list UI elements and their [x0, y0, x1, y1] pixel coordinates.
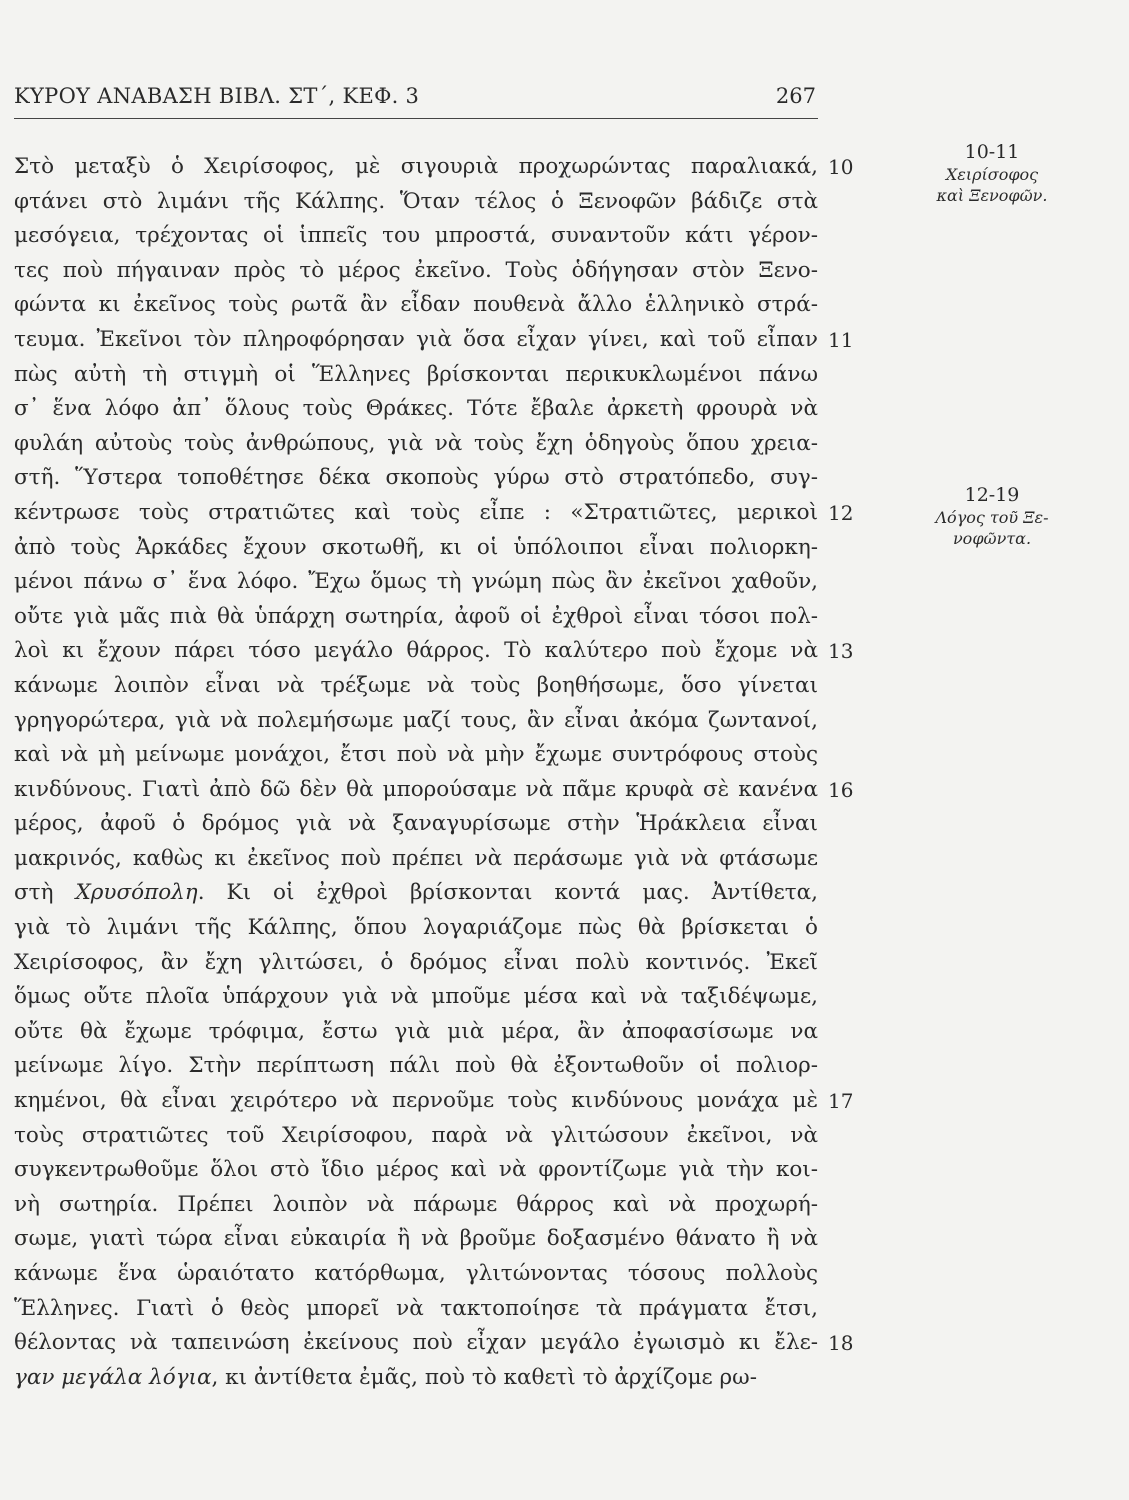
- page-number: 267: [775, 84, 816, 108]
- text-line: κάνωμε ἕνα ὡραιότατο κατόρθωμα, γλιτώνοντας τόσους πολλοὺς: [14, 1261, 818, 1286]
- text-line: μακρινός, καθὼς κι ἐκεῖνος ποὺ πρέπει νὰ περάσωμε γιὰ νὰ φτάσωμε: [14, 845, 818, 871]
- text-line: Ἕλληνες. Γιατὶ ὁ θεὸς μπορεῖ νὰ τακτοποίησε τὰ πράγματα ἔτσι,: [14, 1295, 818, 1321]
- text-line: μένοι πάνω σ᾽ ἕνα λόφο. Ἔχω ὅμως τὴ γνώμη πὼς ἂν ἐκεῖνοι χαθοῦν,: [14, 569, 818, 595]
- section-number: 11: [828, 328, 854, 352]
- text-line: θέλοντας νὰ ταπεινώση ἐκείνους ποὺ εἶχαν μεγάλο ἐγωισμὸ κι ἔλε-: [14, 1330, 818, 1356]
- text-line: φτάνει στὸ λιμάνι τῆς Κάλπης. Ὅταν τέλος ὁ Ξενοφῶν βάδιζε στὰ: [14, 188, 818, 214]
- text-line: σ᾽ ἕνα λόφο ἀπ᾽ ὅλους τοὺς Θράκες. Τότε ἔβαλε ἀρκετὴ φρουρὰ νὰ: [14, 396, 818, 422]
- text-line: γρηγορώτερα, γιὰ νὰ πολεμήσωμε μαζί τους, ἂν εἶναι ἀκόμα ζωντανοί,: [14, 707, 818, 733]
- text-line: πὼς αὐτὴ τὴ στιγμὴ οἱ Ἕλληνες βρίσκονται περικυκλωμένοι πάνω: [14, 361, 818, 387]
- text-line: οὔτε θὰ ἔχωμε τρόφιμα, ἔστω γιὰ μιὰ μέρα, ἂν ἀποφασίσωμε να: [14, 1018, 818, 1044]
- text-line: γιὰ τὸ λιμάνι τῆς Κάλπης, ὅπου λογαριάζομε πὼς θὰ βρίσκεται ὁ: [14, 915, 818, 941]
- text-line: φυλάη αὐτοὺς τοὺς ἀνθρώπους, γιὰ νὰ τοὺς ἔχη ὁδηγοὺς ὅπου χρεια-: [14, 430, 818, 456]
- text-line: ἀπὸ τοὺς Ἀρκάδες ἔχουν σκοτωθῆ, κι οἱ ὑπόλοιποι εἶναι πολιορκη-: [14, 534, 818, 560]
- text-line: Χειρίσοφος, ἂν ἔχη γλιτώσει, ὁ δρόμος εἶναι πολὺ κοντινός. Ἐκεῖ: [14, 949, 818, 975]
- text-line: κινδύνους. Γιατὶ ἀπὸ δῶ δὲν θὰ μπορούσαμε νὰ πᾶμε κρυφὰ σὲ κανένα: [14, 776, 818, 802]
- text-line: μεσόγεια, τρέχοντας οἱ ἱππεῖς του μπροστά, συναντοῦν κάτι γέρον-: [14, 223, 818, 249]
- text-line: τες ποὺ πήγαιναν πρὸς τὸ μέρος ἐκεῖνο. Τοὺς ὁδήγησαν στὸν Ξενο-: [14, 257, 818, 283]
- text-line: κέντρωσε τοὺς στρατιῶτες καὶ τοὺς εἶπε : «Στρατιῶτες, μερικοὶ: [14, 499, 818, 525]
- text-line: μέρος, ἀφοῦ ὁ δρόμος γιὰ νὰ ξαναγυρίσωμε στὴν Ἡράκλεια εἶναι: [14, 811, 818, 837]
- main-text: [14, 150, 818, 1395]
- margin-note: [872, 483, 1112, 549]
- text-line: στὴ Χρυσόπολη. Κι οἱ ἐχθροὶ βρίσκονται κοντά μας. Ἀντίθετα,: [14, 880, 818, 906]
- section-number: 10: [828, 155, 854, 179]
- text-line: στῆ. Ὕστερα τοποθέτησε δέκα σκοποὺς γύρω στὸ στρατόπεδο, συγ-: [14, 465, 818, 491]
- margin-note-range: 10-11: [964, 141, 1020, 163]
- margin-note: [872, 140, 1112, 206]
- text-line: φώντα κι ἐκεῖνος τοὺς ρωτᾶ ἂν εἶδαν πουθενὰ ἄλλο ἑλληνικὸ στρά-: [14, 292, 818, 318]
- text-line: τοὺς στρατιῶτες τοῦ Χειρίσοφου, παρὰ νὰ γλιτώσουν ἐκεῖνοι, νὰ: [14, 1122, 818, 1148]
- section-number: 13: [828, 639, 854, 664]
- margin-note-line: καὶ Ξενοφῶν.: [936, 186, 1048, 205]
- margin-note-line: νοφῶντα.: [952, 529, 1032, 548]
- text-line: μείνωμε λίγο. Στὴν περίπτωση πάλι ποὺ θὰ ἐξοντωθοῦν οἱ πολιορ-: [14, 1053, 818, 1079]
- margin-note-line: Χειρίσοφος: [945, 165, 1039, 184]
- running-title: ΚΥΡΟΥ ΑΝΑΒΑΣΗ ΒΙΒΛ. ΣΤ΄, ΚΕΦ. 3: [14, 84, 420, 108]
- text-line: οὔτε γιὰ μᾶς πιὰ θὰ ὑπάρχη σωτηρία, ἀφοῦ οἱ ἐχθροὶ εἶναι τόσοι πολ-: [14, 603, 818, 629]
- margin-note-range: 12-19: [964, 484, 1020, 506]
- page-header: [14, 78, 818, 119]
- text-line: κάνωμε λοιπὸν εἶναι νὰ τρέξωμε νὰ τοὺς βοηθήσωμε, ὅσο γίνεται: [14, 672, 818, 698]
- text-line: λοὶ κι ἔχουν πάρει τόσο μεγάλο θάρρος. Τὸ καλύτερο ποὺ ἔχομε νὰ: [14, 638, 818, 664]
- text-line: τευμα. Ἐκεῖνοι τὸν πληροφόρησαν γιὰ ὅσα εἶχαν γίνει, καὶ τοῦ εἶπαν: [14, 326, 818, 352]
- text-line: ὅμως οὔτε πλοῖα ὑπάρχουν γιὰ νὰ μποῦμε μέσα καὶ νὰ ταξιδέψωμε,: [14, 984, 818, 1010]
- text-line: γαν μεγάλα λόγια, κι ἀντίθετα ἐμᾶς, ποὺ τὸ καθετὶ τὸ ἀρχίζομε ρω-: [14, 1364, 757, 1390]
- margin-note-line: Λόγος τοῦ Ξε-: [935, 508, 1049, 527]
- text-line: καὶ νὰ μὴ μείνωμε μονάχοι, ἔτσι ποὺ νὰ μὴν ἔχωμε συντρόφους στοὺς: [14, 742, 818, 768]
- section-number: 16: [828, 777, 854, 802]
- text-line: Στὸ μεταξὺ ὁ Χειρίσοφος, μὲ σιγουριὰ προχωρώντας παραλιακά,: [14, 154, 818, 179]
- text-line: συγκεντρωθοῦμε ὅλοι στὸ ἴδιο μέρος καὶ νὰ φροντίζωμε γιὰ τὴν κοι-: [14, 1157, 818, 1183]
- text-line: κημένοι, θὰ εἶναι χειρότερο νὰ περνοῦμε τοὺς κινδύνους μονάχα μὲ: [14, 1088, 818, 1114]
- section-number: 17: [828, 1089, 854, 1114]
- section-number: 12: [828, 501, 854, 525]
- text-line: νὴ σωτηρία. Πρέπει λοιπὸν νὰ πάρωμε θάρρος καὶ νὰ προχωρή-: [14, 1191, 818, 1217]
- text-line: σωμε, γιατὶ τώρα εἶναι εὐκαιρία ἢ νὰ βροῦμε δοξασμένο θάνατο ἢ νὰ: [14, 1226, 818, 1252]
- section-number: 18: [828, 1331, 854, 1356]
